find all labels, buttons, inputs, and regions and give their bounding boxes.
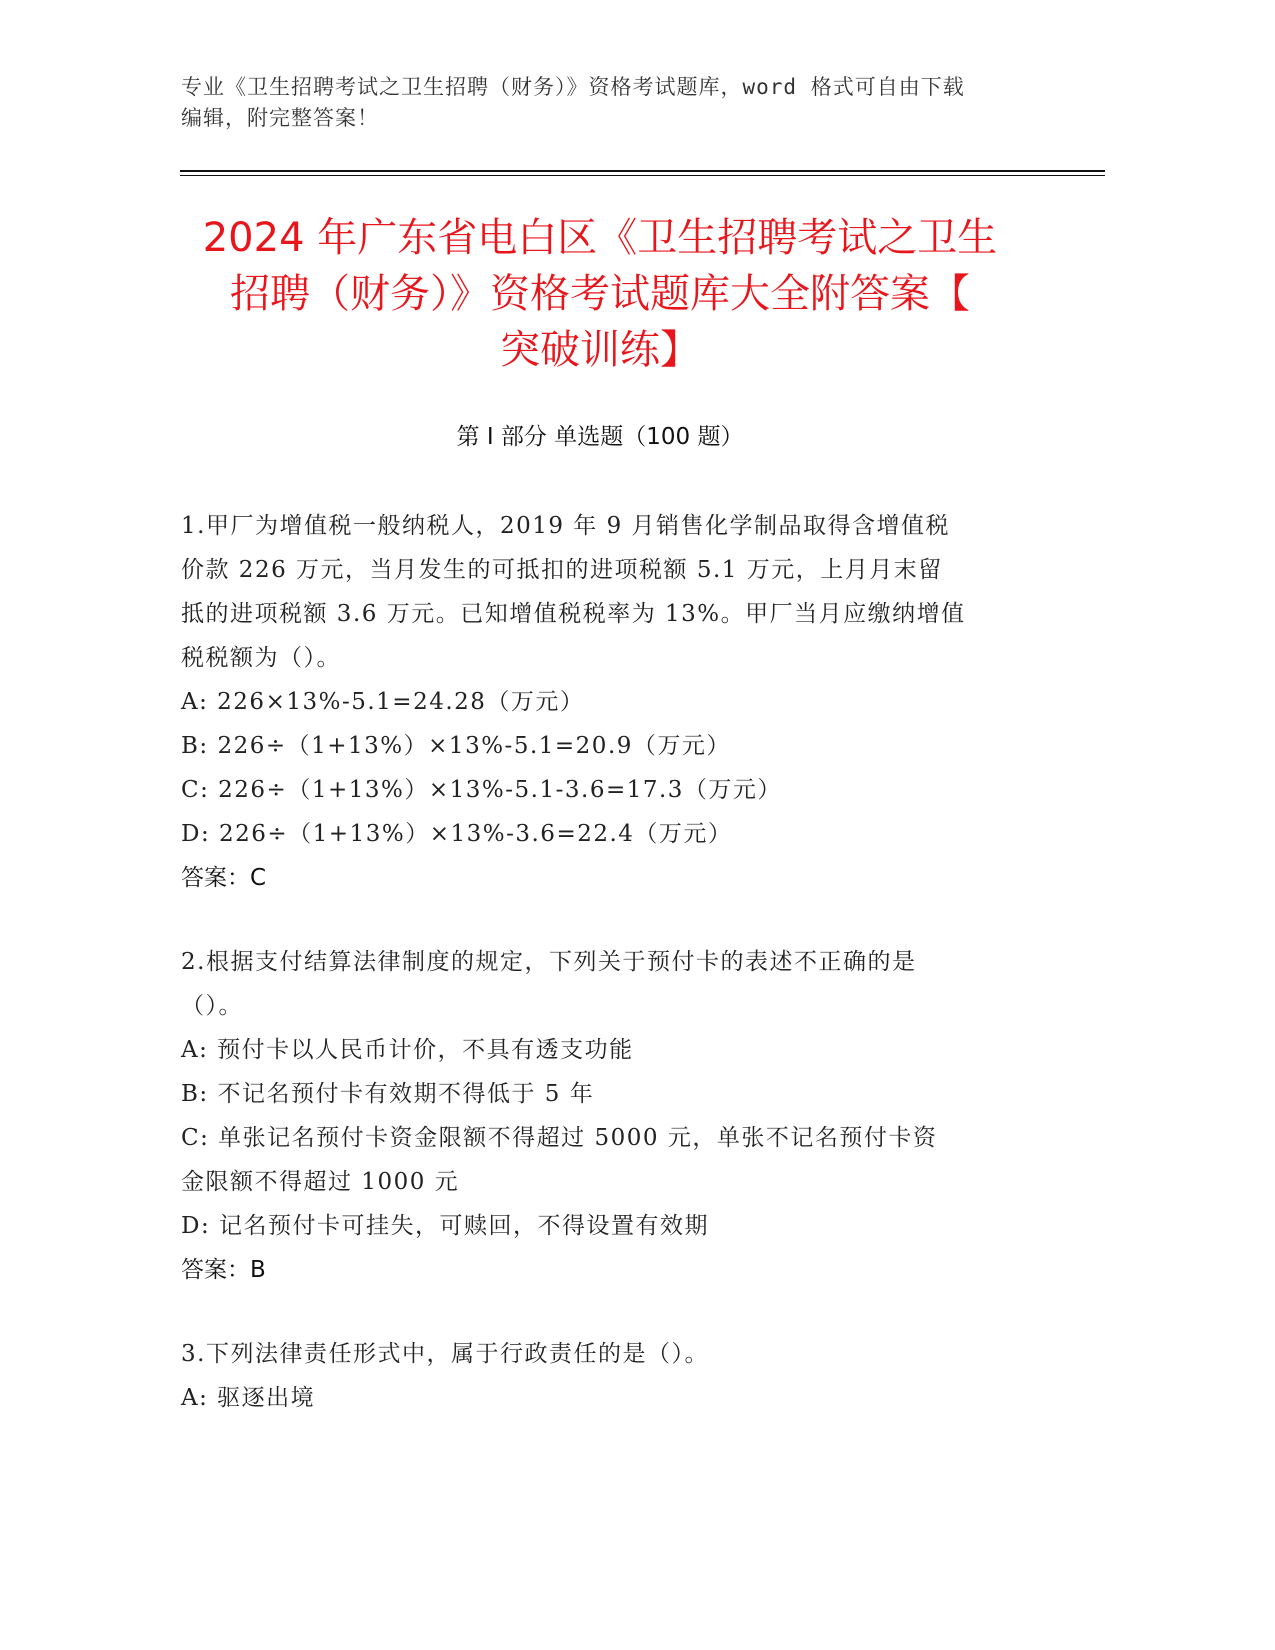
question-text-line: 3.下列法律责任形式中，属于行政责任的是（）。 [181, 1341, 709, 1367]
option-d: D: 记名预付卡可挂失，可赎回，不得设置有效期 [181, 1213, 710, 1239]
question-text-line: 2.根据支付结算法律制度的规定，下列关于预付卡的表述不正确的是 [181, 949, 917, 975]
answer: 答案：B [181, 1257, 266, 1283]
option-d: D: 226÷（1+13%）×13%-3.6=22.4（万元） [181, 821, 733, 847]
section-heading: 第 I 部分 单选题（100 题） [456, 424, 744, 450]
question-text-line: 价款 226 万元，当月发生的可抵扣的进项税额 5.1 万元，上月月末留 [181, 557, 943, 583]
title-line-2: 招聘（财务）》资格考试题库大全附答案【 [230, 271, 970, 317]
header-divider-thick [180, 170, 1105, 172]
option-c: C: 单张记名预付卡资金限额不得超过 5000 元，单张不记名预付卡资 [181, 1125, 938, 1151]
question-3 [181, 1332, 1041, 1420]
question-2 [181, 940, 1041, 1292]
answer: 答案：C [181, 865, 267, 891]
header-note-line-2: 编辑，附完整答案！ [181, 106, 379, 130]
header-note [181, 72, 1041, 134]
option-a: A: 驱逐出境 [181, 1385, 316, 1411]
question-text-line: （）。 [181, 993, 243, 1019]
header-note-line-1: 专业《卫生招聘考试之卫生招聘（财务）》资格考试题库，word 格式可自由下载 [181, 75, 965, 99]
question-text-line: 抵的进项税额 3.6 万元。已知增值税税率为 13%。甲厂当月应缴纳增值 [181, 601, 966, 627]
question-text-line: 1.甲厂为增值税一般纳税人，2019 年 9 月销售化学制品取得含增值税 [181, 513, 951, 539]
question-1 [181, 504, 1041, 900]
option-a: A: 预付卡以人民币计价，不具有透支功能 [181, 1037, 634, 1063]
header-divider-thin [180, 175, 1105, 176]
title-line-1: 2024 年广东省电白区《卫生招聘考试之卫生 [202, 215, 998, 261]
title-line-3: 突破训练】 [500, 327, 700, 373]
option-b: B: 不记名预付卡有效期不得低于 5 年 [181, 1081, 595, 1107]
document-title [150, 210, 1050, 378]
question-text-line: 税税额为（）。 [181, 645, 341, 671]
option-c: C: 226÷（1+13%）×13%-5.1-3.6=17.3（万元） [181, 777, 782, 803]
option-a: A: 226×13%-5.1=24.28（万元） [181, 689, 585, 715]
option-b: B: 226÷（1+13%）×13%-5.1=20.9（万元） [181, 733, 731, 759]
option-c-continued: 金限额不得超过 1000 元 [181, 1169, 460, 1195]
